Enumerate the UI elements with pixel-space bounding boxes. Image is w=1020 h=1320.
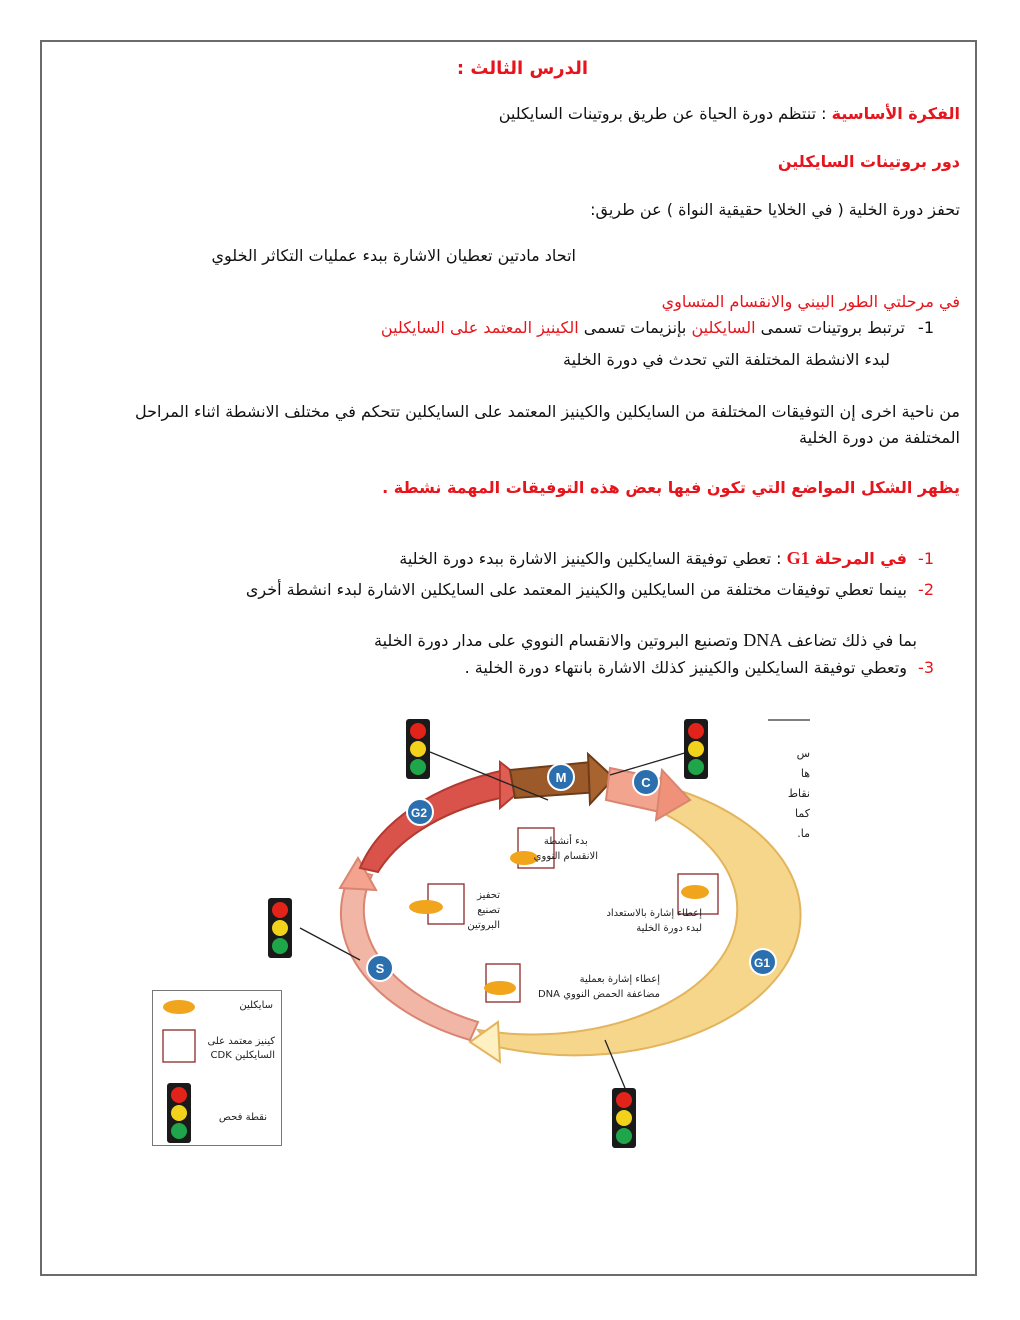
paragraph-line-2: المختلفة من دورة الخلية <box>798 428 960 447</box>
label-protein <box>467 888 500 933</box>
union-line: اتحاد مادتين تعطيان الاشارة ببدء عمليات التكاثر الخلوي <box>211 246 576 265</box>
legend-cyclin-swatch <box>161 997 201 1017</box>
label-nuclear-division-1: بدء أنشطة <box>543 836 588 847</box>
checkpoint-light-g1 <box>612 1088 636 1148</box>
section-title: دور بروتينات السايكلين <box>777 152 960 171</box>
list-item-3-num: 3- <box>918 658 934 677</box>
cut-text-5: ما. <box>797 827 810 840</box>
cyclin-oval-g1 <box>681 885 709 899</box>
list-item-1-text: : تعطي توفيقة السايكلين والكينيز الاشارة ببدء دورة الخلية <box>399 549 782 568</box>
label-dna-signal-1: إعطاء إشارة بعملية <box>579 974 660 985</box>
cut-text <box>788 744 810 844</box>
point-1-num: 1- <box>918 318 934 337</box>
svg-text:G2: G2 <box>410 806 428 820</box>
label-dna-signal <box>538 972 660 1002</box>
point-1-part2: بإنزيمات تسمى <box>583 318 687 337</box>
figure-heading: يظهر الشكل المواضع التي تكون فيها بعض هذه التوفيقات المهمة نشطة . <box>382 478 960 497</box>
legend-cdk-label-1: كينيز معتمد على <box>207 1036 275 1047</box>
label-protein-3: البروتين <box>467 920 500 931</box>
list-item-2-num: 2- <box>918 580 934 599</box>
list-item-1-num: 1- <box>918 549 934 568</box>
svg-text:M: M <box>555 770 567 785</box>
list-item-3-text: وتعطي توفيقة السايكلين والكينيز كذلك الاشارة بانتهاء دورة الخلية . <box>464 658 907 677</box>
checkpoint-light-m <box>406 719 430 779</box>
list-item-2-text: بينما تعطي توفيقات مختلفة من السايكلين والكينيز المعتمد على السايكلين الاشارة لبدء انشطة أخرى <box>245 580 907 599</box>
phase-badge-c <box>633 769 659 795</box>
legend-cdk-swatch <box>161 1029 201 1065</box>
phase-badge-g2 <box>407 799 433 825</box>
cut-text-4: كما <box>795 807 810 820</box>
list-item-2b-text-b: وتصنيع البروتين والانقسام النووي على مدار دورة الخلية <box>374 631 739 650</box>
point-1-part1: ترتبط بروتينات تسمى <box>760 318 905 337</box>
cyclin-oval-dna <box>484 981 516 995</box>
svg-text:C: C <box>641 775 651 790</box>
cut-text-3: نقاط <box>787 787 810 800</box>
main-idea-label: الفكرة الأساسية <box>831 104 960 123</box>
g2-arc <box>360 770 510 872</box>
phase-badge-g1 <box>750 949 776 975</box>
cycle-ring <box>340 754 801 1062</box>
list-item-2b-text-a: بما في ذلك تضاعف <box>787 631 917 650</box>
legend <box>152 990 282 1146</box>
label-protein-2: تصنيع <box>477 905 500 916</box>
legend-cdk-label <box>207 1035 275 1063</box>
point-1-cyclin: السايكلين <box>691 318 756 337</box>
label-protein-1: تحفيز <box>477 890 500 901</box>
label-g1-signal <box>606 906 702 936</box>
list-item-1-phase: G1 <box>786 548 810 568</box>
point-1-cdk: الكينيز المعتمد على السايكلين <box>380 318 579 337</box>
phase-badge-m <box>548 764 574 790</box>
intro-line: تحفز دورة الخلية ( في الخلايا حقيقية النواة ) عن طريق: <box>590 200 960 219</box>
paragraph-line-1: من ناحية اخرى إن التوفيقات المختلفة من السايكلين والكينيز المعتمد على السايكلين تتحكم في مختلف الانشطة اثناء المراحل <box>135 402 960 421</box>
lesson-title: الدرس الثالث : <box>456 58 588 79</box>
s-arc <box>341 870 478 1040</box>
label-nuclear-division-2: الانقسام النووي <box>533 851 598 862</box>
checkpoint-light-c <box>684 719 708 779</box>
label-g1-signal-1: إعطاء إشارة بالاستعداد <box>606 908 702 919</box>
cyclin-oval-protein <box>409 900 443 914</box>
legend-checkpoint-label: نقطة فحص <box>218 1112 267 1123</box>
legend-cdk-label-2: السايكلين CDK <box>210 1050 275 1061</box>
point-1-continuation: لبدء الانشطة المختلفة التي تحدث في دورة الخلية <box>563 350 890 369</box>
list-item-2b-dna: DNA <box>743 630 783 650</box>
checkpoint-light-s <box>268 898 292 958</box>
cut-text-2: ها <box>800 767 810 780</box>
label-nuclear-division <box>534 834 598 864</box>
cut-text-1: س <box>796 747 810 760</box>
svg-text:G1: G1 <box>753 956 771 970</box>
main-idea-text: : تنتظم دورة الحياة عن طريق بروتينات السايكلين <box>498 104 827 123</box>
phase-badge-s <box>367 955 393 981</box>
svg-text:S: S <box>375 961 385 976</box>
label-dna-signal-2: مضاعفة الحمض النووي DNA <box>537 989 660 1000</box>
legend-checkpoint-swatch <box>167 1083 191 1143</box>
label-g1-signal-2: لبدء دورة الخلية <box>636 923 702 934</box>
list-item-1-prefix: في المرحلة <box>814 549 907 568</box>
legend-cyclin-label: سايكلين <box>239 1000 273 1011</box>
phases-heading: في مرحلتي الطور البيني والانقسام المتساوي <box>661 292 960 311</box>
